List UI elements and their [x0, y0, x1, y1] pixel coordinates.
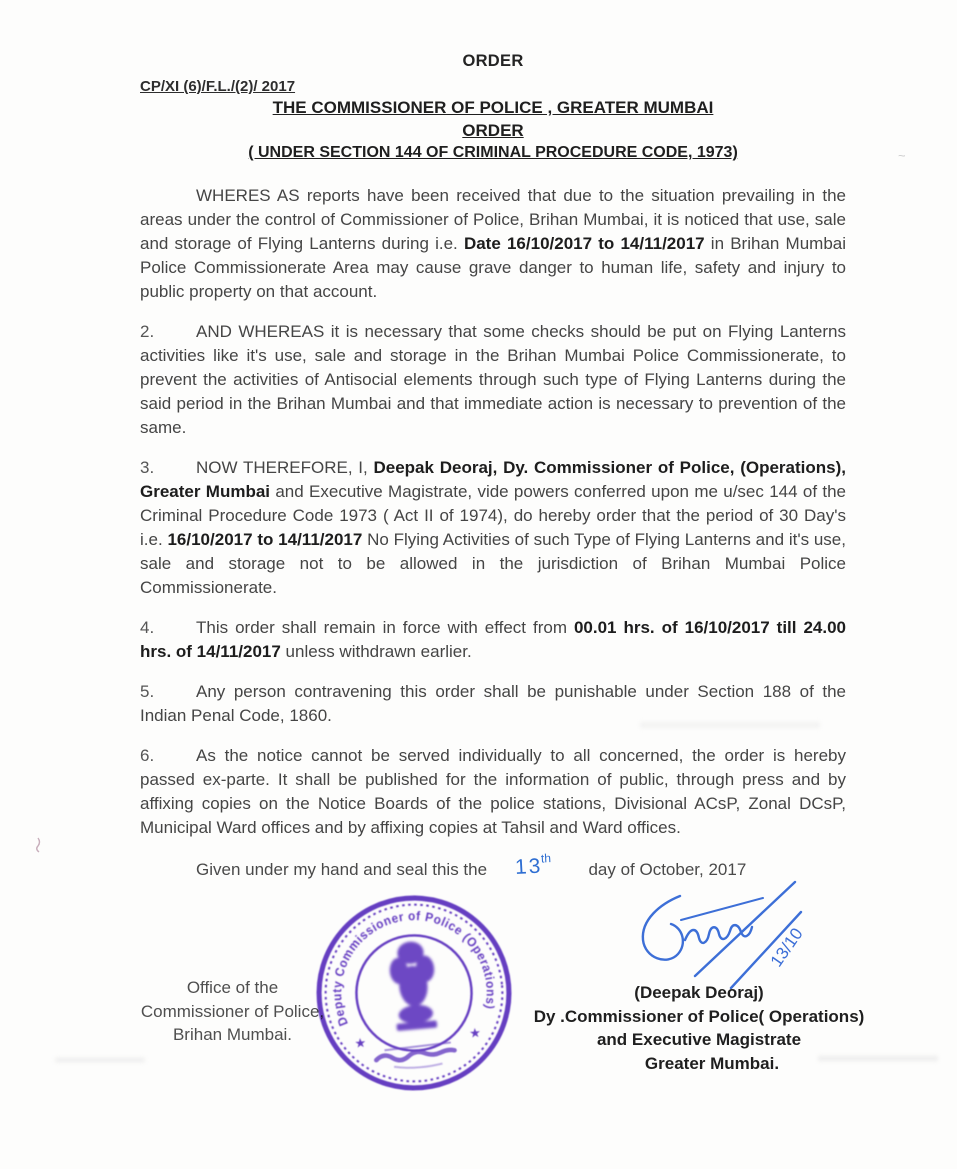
ashoka-emblem-icon	[387, 940, 439, 1031]
title-order: ORDER	[462, 121, 524, 140]
text-run: Deepak Deoraj, Dy. Commissioner of Police, (Operations), Greater Mumbai	[140, 458, 846, 501]
scan-artifact	[640, 722, 820, 728]
order-paragraph	[140, 456, 846, 600]
text-run: 00.01 hrs. of 16/10/2017 till 24.00 hrs. of 14/11/2017	[140, 618, 846, 661]
office-line-1: Office of the	[186, 978, 279, 997]
text-run: in Brihan Mumbai Police Commissionerate Area may cause grave danger to human life, safety and injury to public property on that account.	[140, 234, 846, 301]
order-content	[140, 0, 846, 881]
order-paragraph	[140, 320, 846, 440]
signatory-jurisdiction: Greater Mumbai.	[644, 1053, 780, 1073]
text-run: No Flying Activities of such Type of Flying Lanterns and it's use, sale and storage not to be allowed in the jurisdiction of Brihan Mumbai Police Commissionerate.	[140, 530, 846, 597]
seal-star-right-icon: ★	[468, 1024, 482, 1041]
scan-artifact	[818, 1056, 938, 1061]
text-run: 16/10/2017 to 14/11/2017	[167, 530, 363, 549]
text-run: unless withdrawn earlier.	[280, 642, 472, 661]
text-run: AND WHEREAS it is necessary that some checks should be put on Flying Lanterns activities like it's use, sale and storage in the Brihan Mumbai Police Commissionerate, to prevent the activities of Antisocial elements through such type of Flying Lanterns during the said period in the Brihan Mumbai and that immediate action is necessary to prevention of the same.	[140, 322, 846, 437]
reference-number: CP/XI (6)/F.L./(2)/ 2017	[140, 78, 296, 95]
text-run: and Executive Magistrate, vide powers conferred upon me u/sec 144 of the Criminal Procedure Code 1973 ( Act II of 1974), do hereby order that the period of 30 Day's i.e.	[140, 482, 846, 549]
scan-artifact	[55, 1058, 145, 1062]
signatory-designation: Dy .Commissioner of Police( Operations)	[533, 1006, 865, 1026]
title-commissioner: THE COMMISSIONER OF POLICE , GREATER MUMBAI	[272, 98, 714, 117]
text-run: As the notice cannot be served individually to all concerned, the order is hereby passed ex-parte. It shall be published for the information of public, through press and by affixing copies on the Notice Boards of the police stations, Divisional ACsP, Zonal DCsP, Municipal Ward offices and by affixing copies at Tahsil and Ward offices.	[140, 746, 846, 837]
office-block	[125, 976, 340, 1047]
signature-scribble	[643, 882, 801, 988]
attestation-suffix: day of October, 2017	[588, 860, 747, 879]
paragraph-number: 6.	[140, 746, 155, 765]
seal-bottom-text-blurred	[375, 1042, 455, 1071]
paragraph-number: 2.	[140, 322, 155, 341]
office-line-3: Brihan Mumbai.	[172, 1025, 293, 1044]
seal-star-left-icon: ★	[353, 1034, 367, 1051]
office-line-2: Commissioner of Police,	[140, 1001, 325, 1021]
signature-date-handwritten: 13/10	[766, 924, 807, 971]
text-run: NOW THEREFORE, I,	[196, 458, 374, 477]
handwritten-day-ordinal: th	[540, 851, 552, 866]
order-paragraph	[140, 744, 846, 840]
signatory-name: (Deepak Deoraj)	[634, 983, 764, 1002]
order-paragraphs	[140, 184, 846, 840]
text-run: Date 16/10/2017 to 14/11/2017	[463, 234, 705, 253]
scan-artifact	[33, 836, 45, 859]
seal-ring-text: Deputy Commissioner of Police (Operations)	[330, 909, 498, 1028]
scan-artifact: ~	[898, 148, 906, 163]
official-seal-stamp	[305, 884, 524, 1103]
text-run: WHERES AS reports have been received that due to the situation prevailing in the areas under the control of Commissioner of Police, Brihan Mumbai, it is noticed that use, sale and storage of Flying Lanterns during i.e.	[140, 186, 846, 253]
paragraph-number: 3.	[140, 458, 155, 477]
title-section: ( UNDER SECTION 144 OF CRIMINAL PROCEDURE CODE, 1973)	[248, 144, 738, 161]
text-run: Any person contravening this order shall be punishable under Section 188 of the Indian Penal Code, 1860.	[140, 682, 846, 725]
paragraph-number: 4.	[140, 618, 155, 637]
order-paragraph	[140, 184, 846, 304]
signatory-block	[532, 981, 866, 1075]
handwritten-day-number: 13	[514, 854, 544, 879]
signatory-role: and Executive Magistrate	[596, 1030, 802, 1049]
order-paragraph	[140, 616, 846, 664]
text-run: This order shall remain in force with effect from	[196, 618, 574, 637]
order-paragraph	[140, 680, 846, 728]
attestation-prefix: Given under my hand and seal this the	[196, 860, 488, 879]
order-top-label: ORDER	[462, 52, 524, 70]
paragraph-number: 5.	[140, 682, 155, 701]
